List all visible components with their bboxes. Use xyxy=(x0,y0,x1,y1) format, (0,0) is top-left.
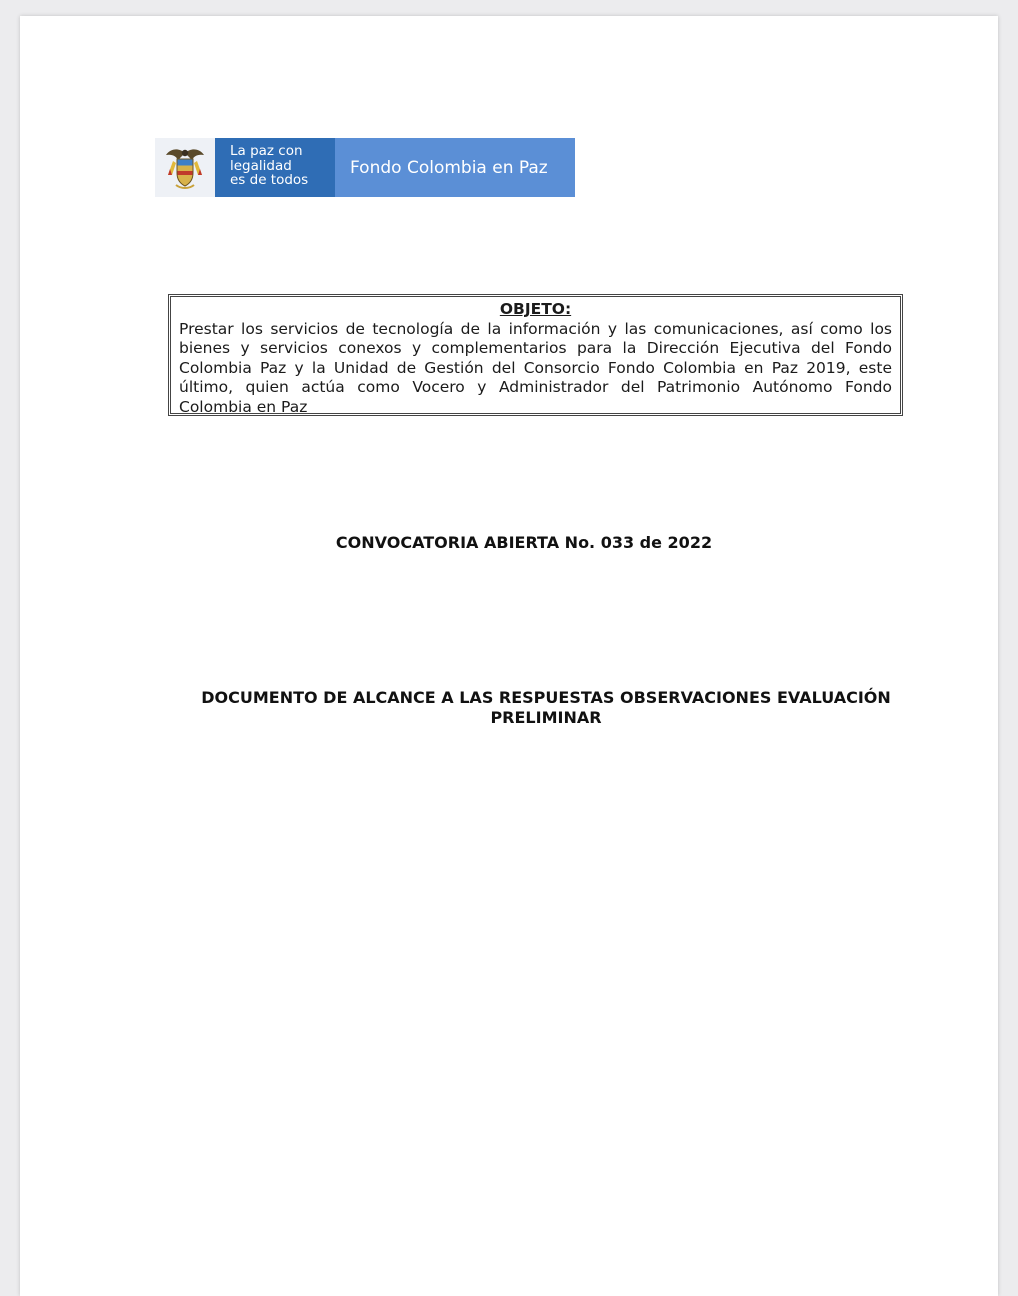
document-title xyxy=(190,688,902,728)
tagline-line: La paz con xyxy=(230,143,303,159)
objeto-title: OBJETO: xyxy=(499,300,572,318)
document-title-line: DOCUMENTO DE ALCANCE A LAS RESPUESTAS OBSERVACIONES EVALUACIÓN xyxy=(201,688,891,707)
tagline-line: legalidad xyxy=(230,157,292,174)
coat-of-arms-icon xyxy=(155,138,215,197)
document-page xyxy=(20,16,998,1296)
document-title-line: PRELIMINAR xyxy=(490,708,602,727)
logo-tagline xyxy=(215,138,335,197)
objeto-box xyxy=(168,294,903,416)
logo-banner xyxy=(155,138,575,197)
convocatoria-title: CONVOCATORIA ABIERTA No. 033 de 2022 xyxy=(335,533,713,552)
objeto-text: Prestar los servicios de tecnología de la información y las comunicaciones, así como los bienes y servicios conexos y complementarios para la Dirección Ejecutiva del Fondo Colombia Paz y la Unidad de Gestión del Consorcio Fondo Colombia en Paz 2019, este último, quien actúa como Vocero y Administrador del Patrimonio Autónomo Fondo Colombia en Paz xyxy=(179,319,892,416)
tagline-line: es de todos xyxy=(230,172,309,188)
org-name: Fondo Colombia en Paz xyxy=(335,138,575,197)
